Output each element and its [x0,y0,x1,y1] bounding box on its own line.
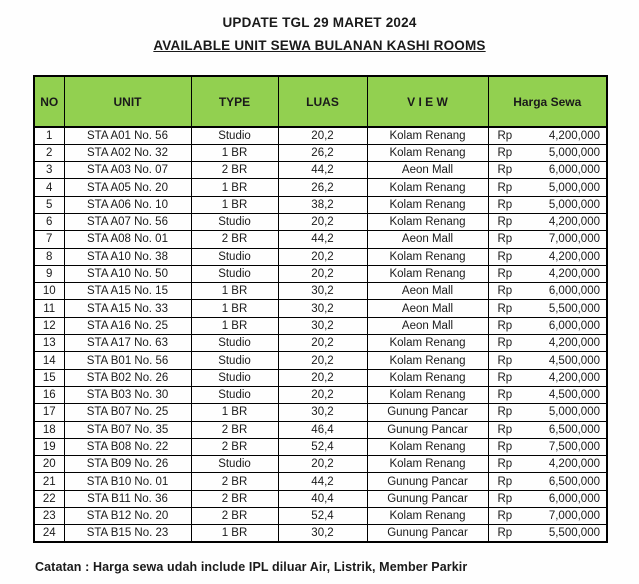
cell-luas: 26,2 [278,144,367,161]
cell-type: Studio [191,456,278,473]
cell-luas: 30,2 [278,525,367,542]
cell-unit: STA A05 No. 20 [64,179,191,196]
cell-luas: 20,2 [278,352,367,369]
harga-inner [489,164,607,176]
cell-type: Studio [191,127,278,144]
cell-luas: 30,2 [278,404,367,421]
cell-unit: STA B07 No. 25 [64,404,191,421]
cell-unit: STA A15 No. 15 [64,283,191,300]
harga-amount: 4,500,000 [548,354,600,367]
cell-no: 19 [34,438,64,455]
harga-inner [489,527,607,539]
cell-unit: STA B15 No. 23 [64,525,191,542]
table-row [34,473,607,490]
cell-type: 2 BR [191,473,278,490]
cell-luas: 30,2 [278,283,367,300]
cell-unit: STA B11 No. 36 [64,490,191,507]
cell-no: 14 [34,352,64,369]
cell-view: Kolam Renang [367,352,488,369]
cell-luas: 44,2 [278,473,367,490]
cell-luas: 20,2 [278,127,367,144]
cell-unit: STA B08 No. 22 [64,438,191,455]
cell-view: Kolam Renang [367,127,488,144]
cell-harga [488,490,607,507]
cell-unit: STA A01 No. 56 [64,127,191,144]
currency-label: Rp [497,423,513,436]
harga-inner [489,476,607,488]
cell-harga [488,213,607,230]
currency-label: Rp [497,337,513,350]
harga-inner [489,182,607,194]
harga-inner [489,458,607,470]
cell-no: 2 [34,144,64,161]
cell-luas: 20,2 [278,213,367,230]
harga-inner [489,251,607,263]
table-row [34,404,607,421]
currency-label: Rp [497,198,513,211]
harga-inner [489,320,607,332]
cell-unit: STA A10 No. 38 [64,248,191,265]
currency-label: Rp [497,129,513,142]
cell-type: 2 BR [191,490,278,507]
cell-view: Kolam Renang [367,196,488,213]
cell-no: 9 [34,265,64,282]
currency-label: Rp [497,406,513,419]
harga-amount: 5,500,000 [548,527,600,540]
cell-unit: STA A06 No. 10 [64,196,191,213]
cell-type: Studio [191,248,278,265]
cell-harga [488,473,607,490]
cell-no: 20 [34,456,64,473]
cell-harga [488,196,607,213]
currency-label: Rp [497,510,513,523]
table-row [34,386,607,403]
table-header-row [34,76,607,127]
harga-amount: 7,000,000 [548,233,600,246]
harga-amount: 4,200,000 [548,250,600,263]
harga-amount: 6,000,000 [548,164,600,177]
title-block [0,0,639,54]
cell-view: Gunung Pancar [367,421,488,438]
cell-no: 4 [34,179,64,196]
cell-view: Kolam Renang [367,335,488,352]
cell-type: Studio [191,386,278,403]
cell-luas: 30,2 [278,317,367,334]
cell-harga [488,265,607,282]
cell-view: Gunung Pancar [367,525,488,542]
currency-label: Rp [497,216,513,229]
cell-no: 16 [34,386,64,403]
page-title: UPDATE TGL 29 MARET 2024 [222,15,417,30]
cell-harga [488,248,607,265]
cell-view: Aeon Mall [367,300,488,317]
cell-type: 1 BR [191,144,278,161]
harga-amount: 5,000,000 [548,146,600,159]
currency-label: Rp [497,319,513,332]
cell-no: 1 [34,127,64,144]
header-unit: UNIT [64,76,191,127]
cell-view: Gunung Pancar [367,404,488,421]
cell-harga [488,421,607,438]
cell-luas: 30,2 [278,300,367,317]
currency-label: Rp [497,371,513,384]
cell-harga [488,317,607,334]
cell-luas: 20,2 [278,248,367,265]
header-luas: LUAS [278,76,367,127]
harga-inner [489,199,607,211]
cell-harga [488,335,607,352]
cell-no: 11 [34,300,64,317]
cell-no: 22 [34,490,64,507]
cell-view: Kolam Renang [367,438,488,455]
table-row [34,352,607,369]
cell-no: 7 [34,231,64,248]
currency-label: Rp [497,233,513,246]
cell-luas: 20,2 [278,335,367,352]
harga-amount: 4,200,000 [548,458,600,471]
cell-type: 2 BR [191,438,278,455]
harga-amount: 7,500,000 [548,440,600,453]
cell-harga [488,300,607,317]
header-no: NO [34,76,64,127]
cell-luas: 40,4 [278,490,367,507]
cell-no: 8 [34,248,64,265]
harga-inner [489,233,607,245]
cell-view: Aeon Mall [367,283,488,300]
cell-harga [488,283,607,300]
harga-amount: 5,000,000 [548,406,600,419]
currency-label: Rp [497,268,513,281]
cell-type: 1 BR [191,317,278,334]
cell-unit: STA A07 No. 56 [64,213,191,230]
harga-amount: 6,000,000 [548,319,600,332]
cell-no: 3 [34,162,64,179]
cell-view: Kolam Renang [367,369,488,386]
cell-luas: 44,2 [278,231,367,248]
cell-harga [488,162,607,179]
cell-type: 1 BR [191,300,278,317]
harga-inner [489,389,607,401]
harga-amount: 6,500,000 [548,423,600,436]
cell-type: Studio [191,265,278,282]
currency-label: Rp [497,492,513,505]
table-row [34,265,607,282]
cell-unit: STA B01 No. 56 [64,352,191,369]
currency-label: Rp [497,146,513,159]
table-row [34,248,607,265]
cell-unit: STA A16 No. 25 [64,317,191,334]
currency-label: Rp [497,285,513,298]
currency-label: Rp [497,250,513,263]
cell-no: 18 [34,421,64,438]
cell-harga [488,386,607,403]
cell-no: 6 [34,213,64,230]
cell-luas: 26,2 [278,179,367,196]
cell-unit: STA A15 No. 33 [64,300,191,317]
cell-view: Kolam Renang [367,456,488,473]
currency-label: Rp [497,164,513,177]
harga-inner [489,441,607,453]
harga-inner [489,493,607,505]
table-row [34,213,607,230]
cell-type: 1 BR [191,179,278,196]
table-row [34,456,607,473]
cell-unit: STA B10 No. 01 [64,473,191,490]
table-row [34,508,607,525]
cell-harga [488,369,607,386]
cell-no: 12 [34,317,64,334]
harga-amount: 4,500,000 [548,389,600,402]
cell-no: 10 [34,283,64,300]
harga-inner [489,268,607,280]
table-row [34,196,607,213]
currency-label: Rp [497,527,513,540]
cell-unit: STA B03 No. 30 [64,386,191,403]
table-row [34,162,607,179]
cell-harga [488,525,607,542]
cell-harga [488,352,607,369]
cell-harga [488,508,607,525]
footer-note: Catatan : Harga sewa udah include IPL diluar Air, Listrik, Member Parkir [35,560,468,575]
harga-inner [489,130,607,142]
cell-unit: STA B02 No. 26 [64,369,191,386]
header-type: TYPE [191,76,278,127]
cell-luas: 44,2 [278,162,367,179]
cell-unit: STA A17 No. 63 [64,335,191,352]
cell-no: 17 [34,404,64,421]
harga-amount: 6,000,000 [548,492,600,505]
cell-type: 2 BR [191,162,278,179]
harga-inner [489,372,607,384]
cell-view: Aeon Mall [367,231,488,248]
harga-inner [489,424,607,436]
cell-type: Studio [191,352,278,369]
cell-no: 13 [34,335,64,352]
cell-view: Kolam Renang [367,508,488,525]
cell-unit: STA A03 No. 07 [64,162,191,179]
page-subtitle: AVAILABLE UNIT SEWA BULANAN KASHI ROOMS [153,38,486,53]
cell-luas: 46,4 [278,421,367,438]
harga-inner [489,337,607,349]
harga-inner [489,147,607,159]
cell-type: 1 BR [191,525,278,542]
cell-type: 2 BR [191,231,278,248]
cell-luas: 20,2 [278,386,367,403]
harga-inner [489,510,607,522]
cell-type: 1 BR [191,404,278,421]
cell-luas: 52,4 [278,508,367,525]
cell-unit: STA B09 No. 26 [64,456,191,473]
cell-harga [488,438,607,455]
table-row [34,179,607,196]
cell-harga [488,179,607,196]
cell-harga [488,231,607,248]
harga-amount: 4,200,000 [548,337,600,350]
harga-amount: 6,000,000 [548,285,600,298]
cell-view: Aeon Mall [367,162,488,179]
currency-label: Rp [497,458,513,471]
table-row [34,283,607,300]
cell-type: Studio [191,335,278,352]
cell-view: Kolam Renang [367,213,488,230]
table-row [34,421,607,438]
cell-type: 2 BR [191,421,278,438]
cell-view: Kolam Renang [367,265,488,282]
currency-label: Rp [497,475,513,488]
cell-unit: STA A02 No. 32 [64,144,191,161]
currency-label: Rp [497,389,513,402]
harga-inner [489,285,607,297]
cell-no: 5 [34,196,64,213]
harga-amount: 7,000,000 [548,510,600,523]
table-row [34,300,607,317]
harga-inner [489,355,607,367]
table-row [34,438,607,455]
cell-harga [488,404,607,421]
currency-label: Rp [497,354,513,367]
cell-harga [488,456,607,473]
currency-label: Rp [497,181,513,194]
harga-inner [489,406,607,418]
cell-view: Kolam Renang [367,144,488,161]
cell-view: Gunung Pancar [367,490,488,507]
cell-luas: 20,2 [278,456,367,473]
cell-view: Aeon Mall [367,317,488,334]
cell-luas: 20,2 [278,369,367,386]
harga-amount: 5,500,000 [548,302,600,315]
harga-amount: 4,200,000 [548,216,600,229]
header-view: V I E W [367,76,488,127]
cell-no: 21 [34,473,64,490]
cell-no: 15 [34,369,64,386]
table-row [34,127,607,144]
table-row [34,231,607,248]
table-row [34,525,607,542]
cell-type: 2 BR [191,508,278,525]
cell-unit: STA B12 No. 20 [64,508,191,525]
harga-amount: 5,000,000 [548,198,600,211]
table-row [34,369,607,386]
cell-luas: 38,2 [278,196,367,213]
cell-view: Gunung Pancar [367,473,488,490]
harga-inner [489,303,607,315]
cell-unit: STA A08 No. 01 [64,231,191,248]
cell-type: 1 BR [191,196,278,213]
currency-label: Rp [497,440,513,453]
table-row [34,317,607,334]
cell-no: 23 [34,508,64,525]
harga-amount: 4,200,000 [548,371,600,384]
harga-amount: 5,000,000 [548,181,600,194]
harga-amount: 4,200,000 [548,129,600,142]
harga-inner [489,216,607,228]
cell-unit: STA B07 No. 35 [64,421,191,438]
table-row [34,144,607,161]
header-harga: Harga Sewa [488,76,607,127]
units-table [33,75,608,543]
cell-harga [488,127,607,144]
cell-type: Studio [191,369,278,386]
cell-luas: 20,2 [278,265,367,282]
cell-type: 1 BR [191,283,278,300]
table-body [34,127,607,542]
harga-amount: 6,500,000 [548,475,600,488]
cell-harga [488,144,607,161]
table-row [34,490,607,507]
harga-amount: 4,200,000 [548,268,600,281]
cell-view: Kolam Renang [367,386,488,403]
cell-luas: 52,4 [278,438,367,455]
currency-label: Rp [497,302,513,315]
table-row [34,335,607,352]
cell-view: Kolam Renang [367,179,488,196]
cell-unit: STA A10 No. 50 [64,265,191,282]
cell-type: Studio [191,213,278,230]
cell-no: 24 [34,525,64,542]
cell-view: Kolam Renang [367,248,488,265]
